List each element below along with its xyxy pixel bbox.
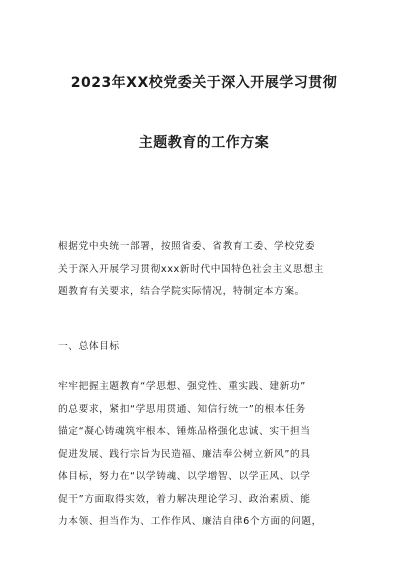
body-line: 体目标，努力在“以学铸魂、以学增智、以学正风、以学 xyxy=(58,471,311,482)
document-title-line-1: 2023年XX校党委关于深入开展学习贯彻 xyxy=(70,75,338,91)
intro-paragraph xyxy=(58,236,354,304)
body-line: 力本领、担当作为、工作作风、廉洁自律6个方面的问题， xyxy=(58,516,322,527)
document-title-line-2: 主题教育的工作方案 xyxy=(138,135,270,151)
body-line: 促干”方面取得实效，着力解决理论学习、政治素质、能 xyxy=(58,493,311,505)
body-line: 的总要求，紧扣“学思用贯通、知信行统一”的根本任务 xyxy=(58,403,306,415)
intro-line: 根据党中央统一部署，按照省委、省教育工委、学校党委 xyxy=(58,241,316,252)
body-line: 牢牢把握主题教育“学思想、强党性、重实践、建新功” xyxy=(58,381,306,392)
intro-line: 关于深入开展学习贯彻xxx新时代中国特色社会主义思想主 xyxy=(58,263,324,275)
intro-line: 题教育有关要求，结合学院实际情况，特制定本方案。 xyxy=(58,286,305,297)
body-line: 锚定“凝心铸魂筑牢根本、锤炼品格强化忠诚、实干担当 xyxy=(58,426,311,437)
body-paragraph xyxy=(58,376,354,534)
body-line: 促进发展、践行宗旨为民造福、廉洁奉公树立新风”的具 xyxy=(58,448,311,460)
section-heading xyxy=(58,336,354,359)
section-heading-text: 一、总体目标 xyxy=(58,341,120,352)
